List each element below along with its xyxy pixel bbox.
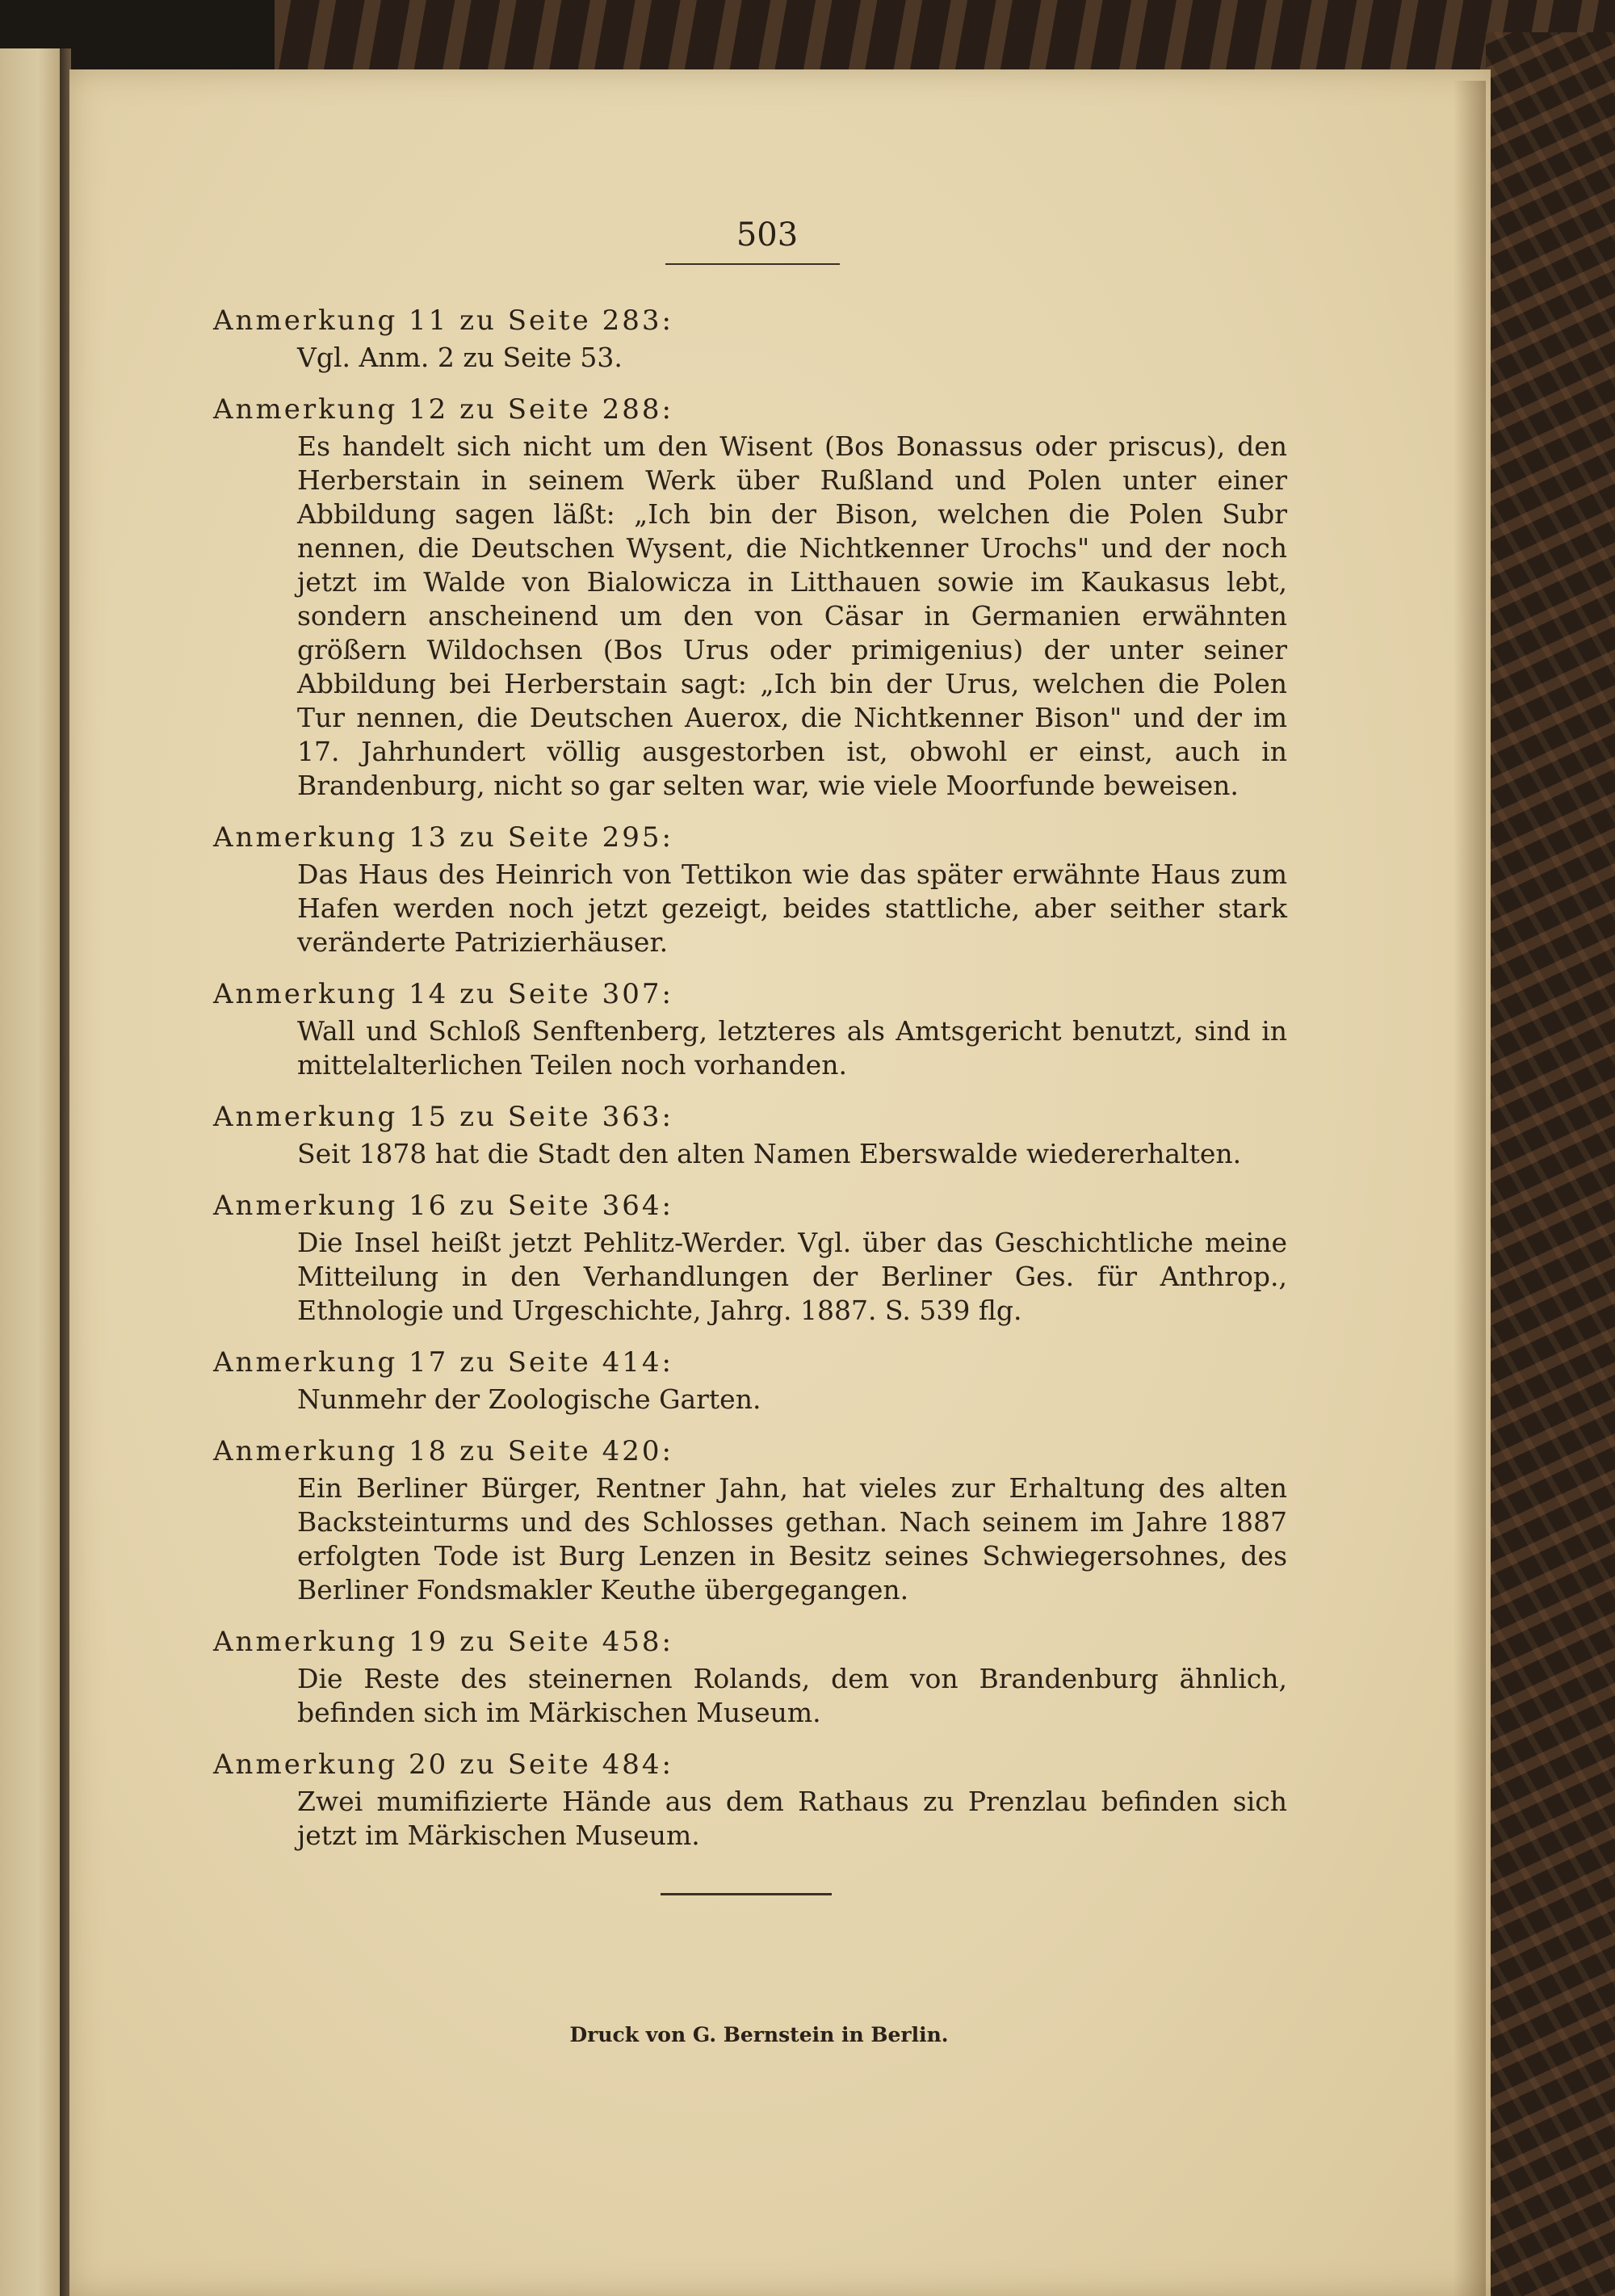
note-body: Zwei mumifizierte Hände aus dem Rathaus zu Prenzlau befinden sich jetzt im Märkischen Museum. xyxy=(297,1786,1287,1851)
note-heading: Anmerkung 14 zu Seite 307: xyxy=(213,978,673,1010)
note-body: Die Insel heißt jetzt Pehlitz-Werder. Vgl. über das Geschichtliche meine Mitteilung in den Verhandlungen der Berliner Ges. für Anthrop., Ethnologie und Urgeschichte, Jahrg. 1887. S. 539 flg. xyxy=(297,1227,1287,1326)
notes-list xyxy=(213,300,1287,1867)
note-15 xyxy=(213,1097,1287,1171)
book-cover-right xyxy=(1486,32,1615,2296)
note-body: Das Haus des Heinrich von Tettikon wie das später erwähnte Haus zum Hafen werden noch jetzt gezeigt, beides stattliche, aber seither stark veränderte Patrizierhäuser. xyxy=(297,858,1287,958)
note-13 xyxy=(213,817,1287,959)
note-body: Nunmehr der Zoologische Garten. xyxy=(297,1383,761,1415)
note-heading: Anmerkung 17 zu Seite 414: xyxy=(213,1346,673,1379)
book-cover-top xyxy=(275,0,1615,73)
note-heading: Anmerkung 18 zu Seite 420: xyxy=(213,1435,673,1467)
note-14 xyxy=(213,974,1287,1082)
note-heading: Anmerkung 13 zu Seite 295: xyxy=(213,821,673,854)
note-heading: Anmerkung 11 zu Seite 283: xyxy=(213,304,673,337)
note-heading: Anmerkung 15 zu Seite 363: xyxy=(213,1101,673,1133)
note-16 xyxy=(213,1186,1287,1328)
note-body: Die Reste des steinernen Rolands, dem von Brandenburg ähnlich, befinden sich im Märkischen Museum. xyxy=(297,1663,1287,1728)
facing-page-edge xyxy=(0,48,63,2296)
note-body: Vgl. Anm. 2 zu Seite 53. xyxy=(297,342,623,373)
note-body: Wall und Schloß Senftenberg, letzteres als Amtsgericht benutzt, sind in mittelalterlichen Teilen noch vorhanden. xyxy=(297,1015,1287,1081)
end-rule xyxy=(661,1893,832,1895)
note-heading: Anmerkung 12 zu Seite 288: xyxy=(213,393,673,426)
note-19 xyxy=(213,1622,1287,1730)
note-heading: Anmerkung 19 zu Seite 458: xyxy=(213,1626,673,1658)
page-edge-shadow xyxy=(1454,81,1486,2296)
note-heading: Anmerkung 20 zu Seite 484: xyxy=(213,1748,673,1781)
printer-imprint: Druck von G. Bernstein in Berlin. xyxy=(569,2023,949,2046)
header-rule xyxy=(665,263,840,265)
note-body: Seit 1878 hat die Stadt den alten Namen Eberswalde wiedererhalten. xyxy=(297,1138,1242,1169)
note-body: Es handelt sich nicht um den Wisent (Bos Bonassus oder priscus), den Herberstain in seinem Werk über Rußland und Polen unter einer Abbildung sagen läßt: „Ich bin der Bison, welchen die Polen Subr nennen, die Deutschen Wysent, die Nichtkenner Urochs" und der noch jetzt im Walde von Bialowicza in Litthauen sowie im Kaukasus lebt, sondern anscheinend um den von Cäsar in Germanien erwähnten größern Wildochsen (Bos Urus oder primigenius) der unter seiner Abbildung bei Herberstain sagt: „Ich bin der Urus, welchen die Polen Tur nennen, die Deutschen Auerox, die Nichtkenner Bison" und der im 17. Jahrhundert völlig ausgestorben ist, obwohl er einst, auch in Brandenburg, nicht so gar selten war, wie viele Moorfunde beweisen. xyxy=(297,430,1287,801)
note-17 xyxy=(213,1342,1287,1417)
note-body: Ein Berliner Bürger, Rentner Jahn, hat vieles zur Erhaltung des alten Backsteinturms und des Schlosses gethan. Nach seinem im Jahre 1887 erfolgten Tode ist Burg Lenzen in Besitz seines Schwiegersohnes, des Berliner Fondsmakler Keuthe übergegangen. xyxy=(297,1472,1287,1606)
page-number: 503 xyxy=(736,216,799,254)
note-20 xyxy=(213,1744,1287,1853)
note-heading: Anmerkung 16 zu Seite 364: xyxy=(213,1190,673,1222)
note-12 xyxy=(213,389,1287,803)
note-18 xyxy=(213,1431,1287,1607)
note-11 xyxy=(213,300,1287,375)
